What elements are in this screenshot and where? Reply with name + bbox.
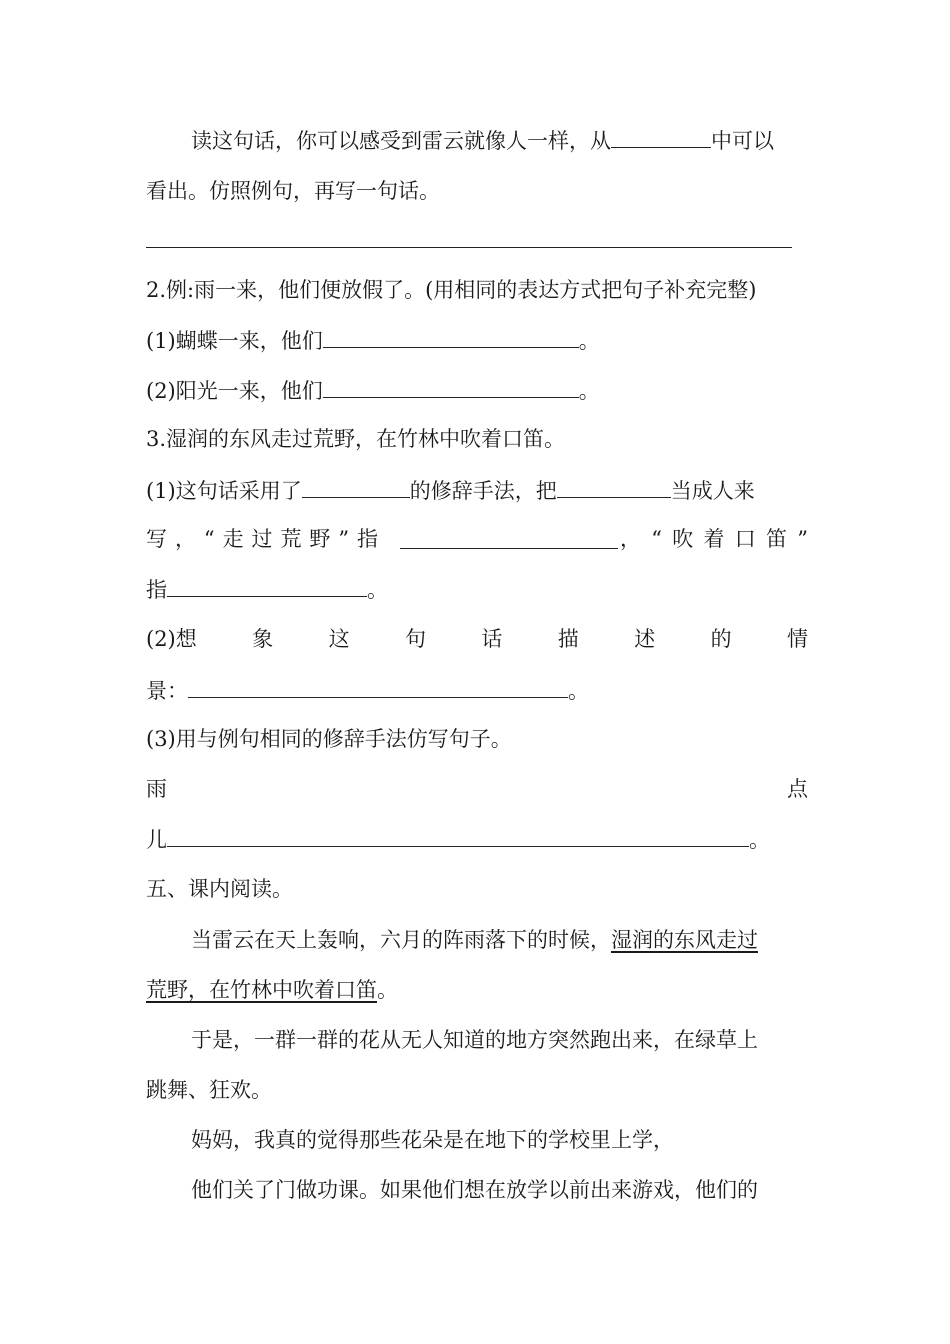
q3-char: 指: [357, 527, 378, 551]
q3-p1-blank3[interactable]: [400, 526, 618, 549]
q3-p1-line2-left: [146, 524, 378, 554]
q2-item1-end: 。: [578, 329, 600, 353]
q2-item2: [146, 375, 808, 406]
q3-char: 野: [309, 527, 331, 551]
q3-part3-line1: [146, 774, 808, 804]
q3-char: 口: [734, 527, 756, 551]
q3-p2-char: 象: [252, 627, 274, 651]
q3-p1-text-b: 的修辞手法，把: [409, 479, 557, 503]
q1-line2: 看出。仿照例句，再写一句话。: [146, 179, 440, 203]
q2-item1-text: (1)蝴蝶一来，他们: [146, 329, 323, 353]
q3-char: 荒: [280, 527, 302, 551]
q3-p2-char: 述: [634, 627, 656, 651]
q2-item1-blank[interactable]: [323, 325, 579, 348]
para1-underlined-text-cont: 荒野，在竹林中吹着口笛: [146, 978, 377, 1002]
q3-char: ，: [620, 527, 641, 551]
q3-p3-blank[interactable]: [167, 824, 749, 847]
q3-part3-stem: (3)用与例句相同的修辞手法仿写句子。: [146, 727, 512, 751]
q3-char: ，: [174, 527, 196, 551]
q3-char: “: [651, 527, 662, 551]
para1-underlined-text: 湿润的东风走过: [611, 928, 758, 952]
q3-p1-line3-text: 指: [146, 578, 167, 602]
q3-p2-char: 的: [710, 627, 732, 651]
q2-item2-text: (2)阳光一来，他们: [146, 379, 323, 403]
para1-end: 。: [377, 978, 398, 1002]
q3-p2-end: 。: [568, 679, 589, 703]
q1-text-a: 读这句话，你可以感受到雷云就像人一样，从: [191, 129, 611, 153]
q3-p2-blank[interactable]: [188, 675, 568, 698]
q1-answer-line[interactable]: [146, 247, 792, 248]
section5-para1-line2: [146, 975, 808, 1005]
section5-heading: 五、课内阅读。: [146, 877, 293, 901]
section5-para3: 妈妈，我真的觉得那些花朵是在地下的学校里上学，: [191, 1128, 674, 1152]
q2-stem: 2.例:雨一来，他们便放假了。(用相同的表达方式把句子补充完整): [146, 278, 757, 302]
q3-char: 着: [703, 527, 725, 551]
q3-part1-line1: [146, 475, 808, 506]
q3-char: 走: [222, 527, 244, 551]
q3-p1-end: 。: [367, 578, 388, 602]
q2-item1: [146, 325, 808, 356]
q3-p1-blank4[interactable]: [167, 574, 367, 597]
q3-char: ”: [338, 527, 350, 551]
q1-blank[interactable]: [611, 125, 711, 148]
q3-part2-line1: [146, 624, 808, 654]
q3-p1-text-c: 当成人来: [670, 479, 755, 503]
q3-char: “: [203, 527, 215, 551]
q3-char: ”: [797, 527, 808, 551]
para1-plain-text: 当雷云在天上轰响，六月的阵雨落下的时候，: [191, 928, 611, 952]
q1-text-b: 中可以: [711, 129, 774, 153]
q3-p2-char: 话: [481, 627, 503, 651]
q3-p2-char: 这: [328, 627, 350, 651]
section5-para4: 他们关了门做功课。如果他们想在放学以前出来游戏，他们的: [191, 1178, 758, 1202]
q3-p3-line2-text: 儿: [146, 828, 167, 852]
q3-p1-text-a: (1)这句话采用了: [146, 479, 302, 503]
q3-p2-line2-text: 景：: [146, 679, 188, 703]
q3-char: 写: [146, 527, 167, 551]
q3-p2-char: 情: [787, 627, 808, 651]
q3-p2-char: 句: [404, 627, 426, 651]
q3-p3-right-char: 点: [787, 777, 808, 801]
q3-p1-blank2[interactable]: [557, 475, 671, 498]
section5-para2-line2: 跳舞、狂欢。: [146, 1078, 272, 1102]
q3-char: 过: [251, 527, 273, 551]
q3-p1-blank1[interactable]: [302, 475, 410, 498]
q2-item2-end: 。: [578, 379, 600, 403]
q3-p3-left-char: 雨: [146, 777, 167, 801]
q1-line1: [191, 125, 808, 156]
q3-p3-end: 。: [749, 828, 770, 852]
q3-char: 吹: [672, 527, 694, 551]
q3-part2-line2: [146, 675, 808, 706]
q3-p2-char: 描: [557, 627, 579, 651]
q3-p2-char: (2)想: [146, 627, 197, 651]
q3-part1-line3: [146, 574, 808, 605]
q2-item2-blank[interactable]: [323, 375, 579, 398]
q3-char: 笛: [766, 527, 787, 551]
q3-p1-line2-right: [620, 524, 808, 554]
q3-stem: 3.湿润的东风走过荒野，在竹林中吹着口笛。: [146, 427, 566, 451]
q3-part3-line2: [146, 824, 808, 855]
section5-para2-line1: 于是，一群一群的花从无人知道的地方突然跑出来，在绿草上: [191, 1028, 758, 1052]
section5-para1-line1: [191, 925, 808, 955]
